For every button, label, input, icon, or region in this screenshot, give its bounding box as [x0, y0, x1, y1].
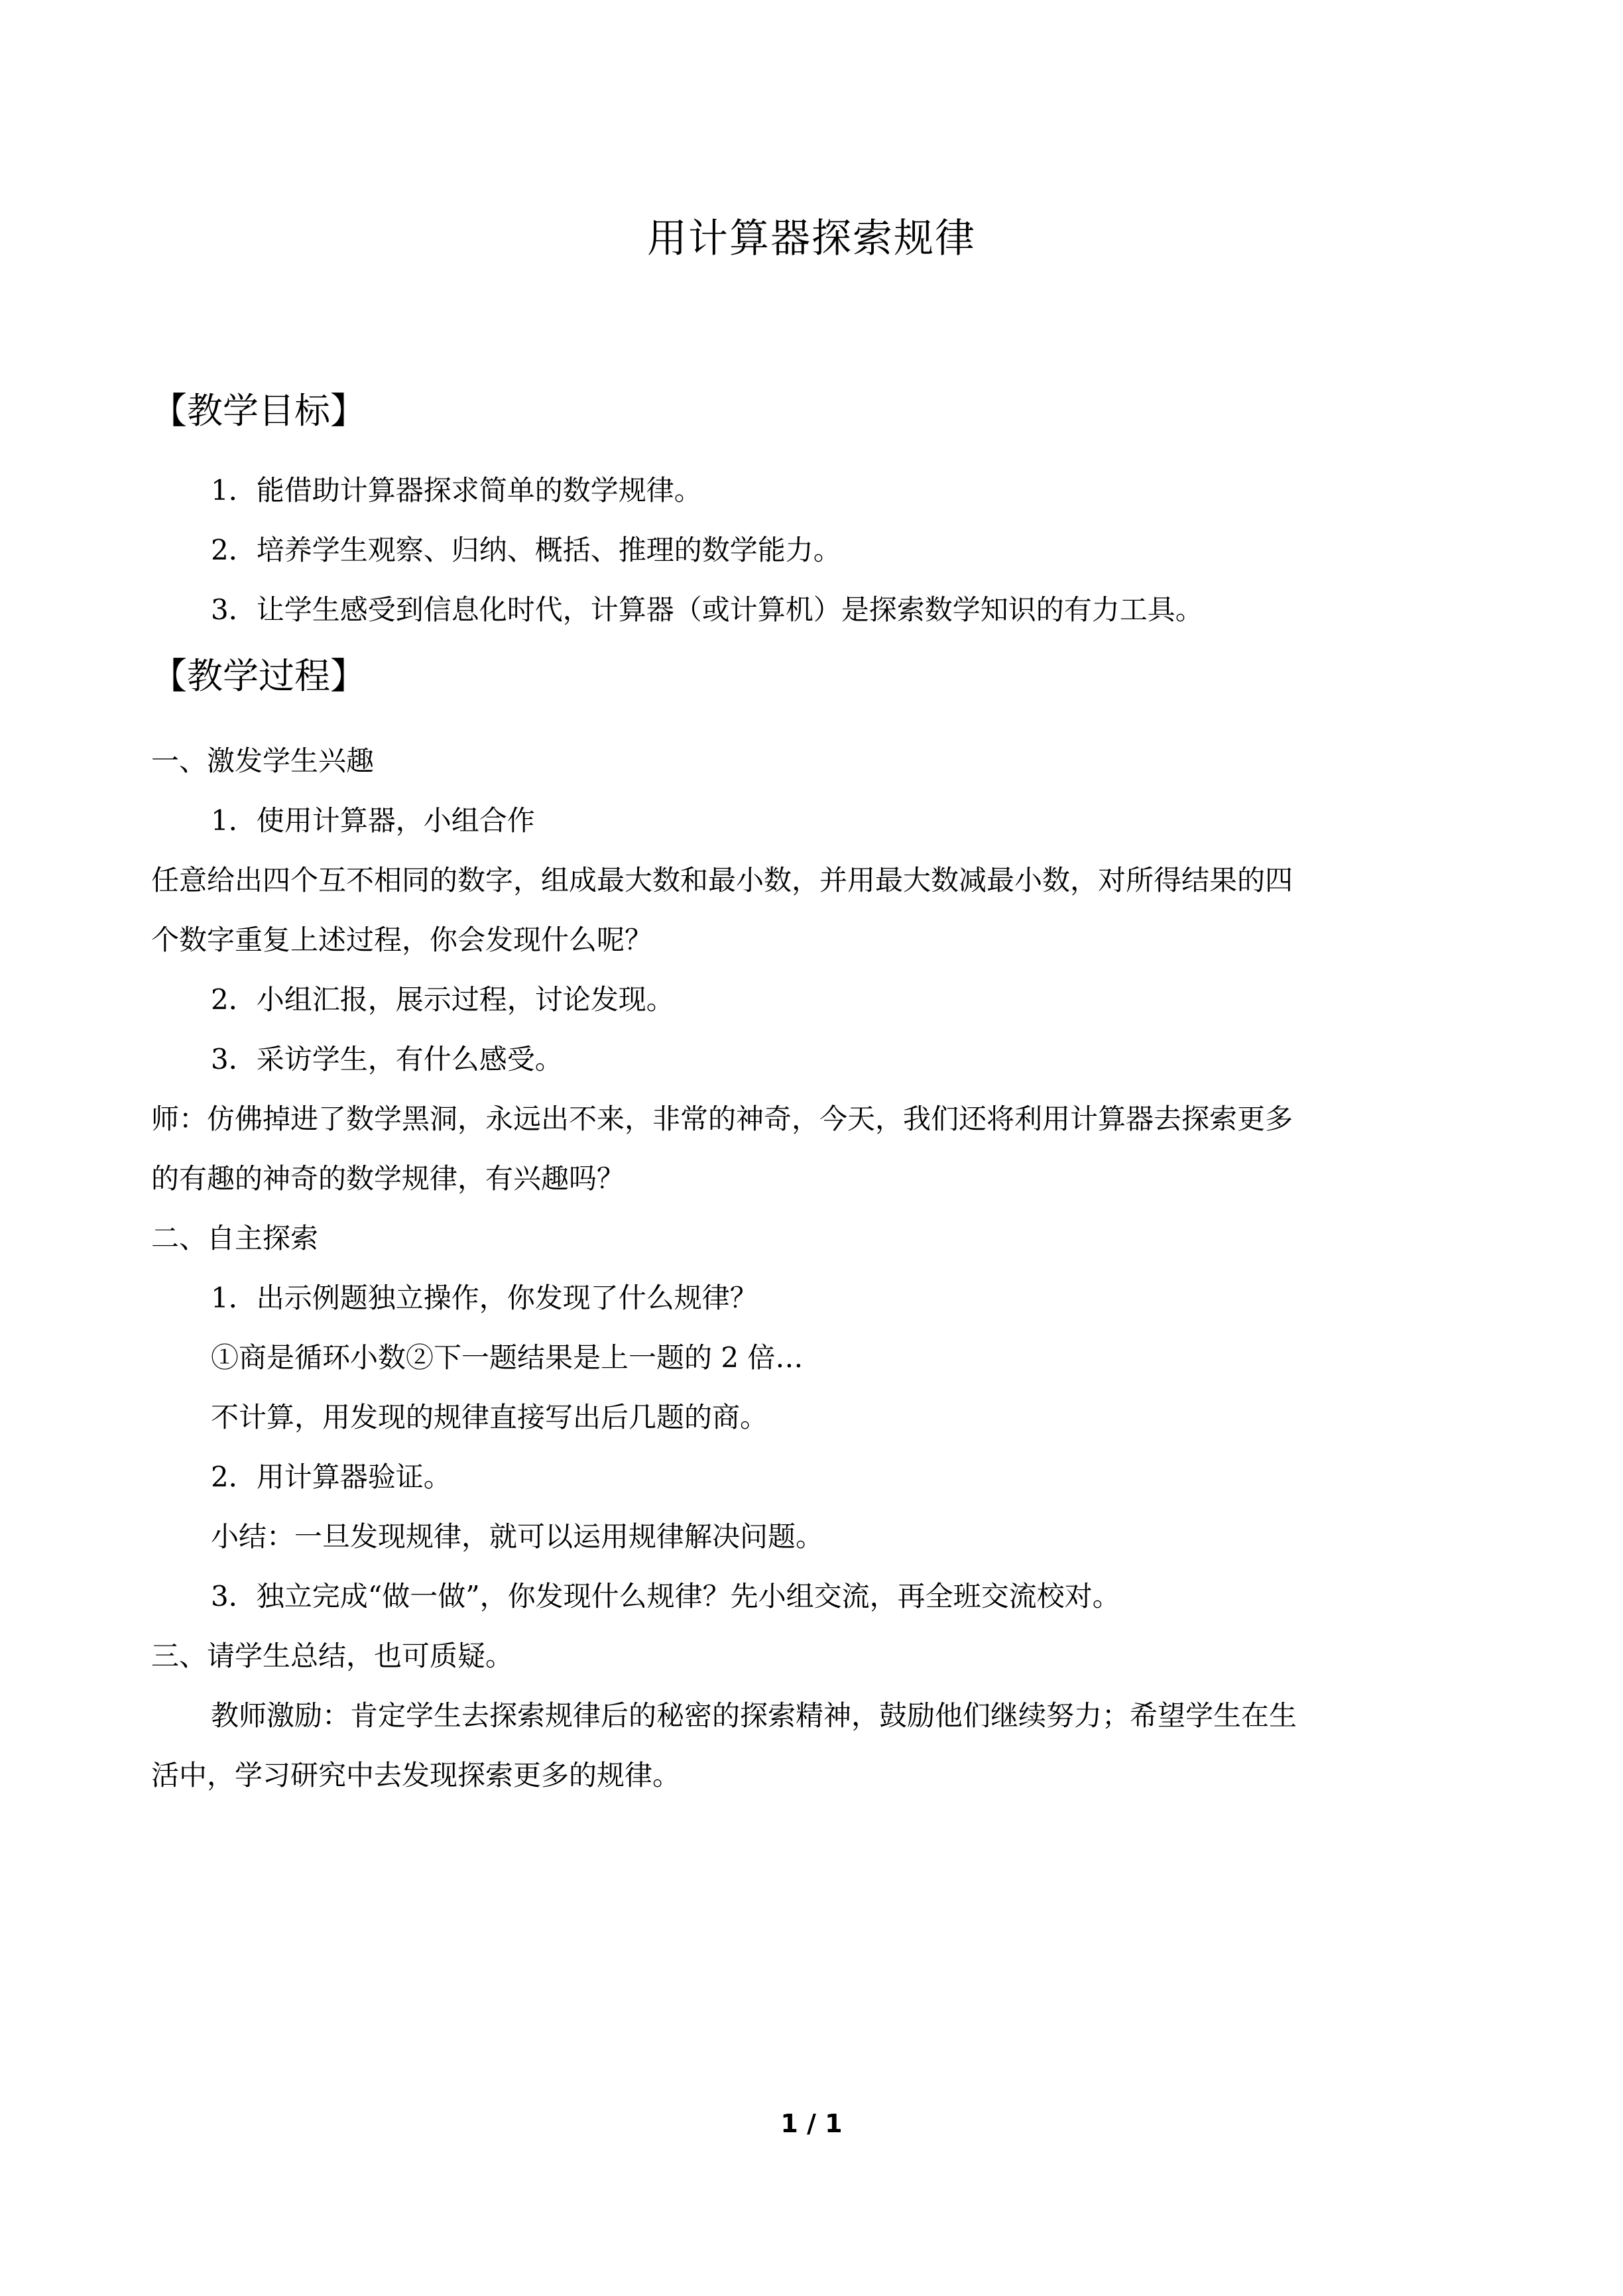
process-line: 个数字重复上述过程，你会发现什么呢？	[151, 924, 653, 956]
process-line: 小结：一旦发现规律，就可以运用规律解决问题。	[211, 1520, 824, 1553]
process-line: 3．独立完成“做一做”，你发现什么规律？先小组交流，再全班交流校对。	[211, 1580, 1120, 1612]
process-line: 任意给出四个互不相同的数字，组成最大数和最小数，并用最大数减最小数，对所得结果的四	[151, 864, 1293, 896]
page-number: 1 / 1	[780, 2109, 843, 2138]
process-line: 2．小组汇报，展示过程，讨论发现。	[211, 983, 674, 1016]
objective-item: 3．让学生感受到信息化时代，计算器（或计算机）是探索数学知识的有力工具。	[211, 593, 1203, 626]
process-line: 三、请学生总结，也可质疑。	[151, 1640, 514, 1672]
objective-item: 1．能借助计算器探求简单的数学规律。	[211, 474, 702, 507]
document-title: 用计算器探索规律	[647, 215, 976, 262]
section-heading-objectives: 【教学目标】	[151, 390, 366, 432]
process-line: 1．出示例题独立操作，你发现了什么规律？	[211, 1282, 758, 1314]
process-line: 的有趣的神奇的数学规律，有兴趣吗？	[151, 1162, 625, 1195]
process-line: 3．采访学生，有什么感受。	[211, 1043, 563, 1075]
section-heading-process: 【教学过程】	[151, 655, 366, 697]
process-line: 一、激发学生兴趣	[151, 745, 375, 777]
process-line: 2．用计算器验证。	[211, 1461, 451, 1493]
process-line: 活中，学习研究中去发现探索更多的规律。	[151, 1759, 681, 1791]
process-line: ①商是循环小数②下一题结果是上一题的 2 倍…	[211, 1341, 804, 1374]
process-line: 1．使用计算器，小组合作	[211, 804, 535, 837]
process-line: 师：仿佛掉进了数学黑洞，永远出不来，非常的神奇，今天，我们还将利用计算器去探索更多	[151, 1103, 1293, 1135]
process-line: 不计算，用发现的规律直接写出后几题的商。	[211, 1401, 768, 1433]
process-line: 二、自主探索	[151, 1222, 319, 1254]
objective-item: 2．培养学生观察、归纳、概括、推理的数学能力。	[211, 534, 841, 566]
process-line: 教师激励：肯定学生去探索规律后的秘密的探索精神，鼓励他们继续努力；希望学生在生	[211, 1699, 1297, 1732]
